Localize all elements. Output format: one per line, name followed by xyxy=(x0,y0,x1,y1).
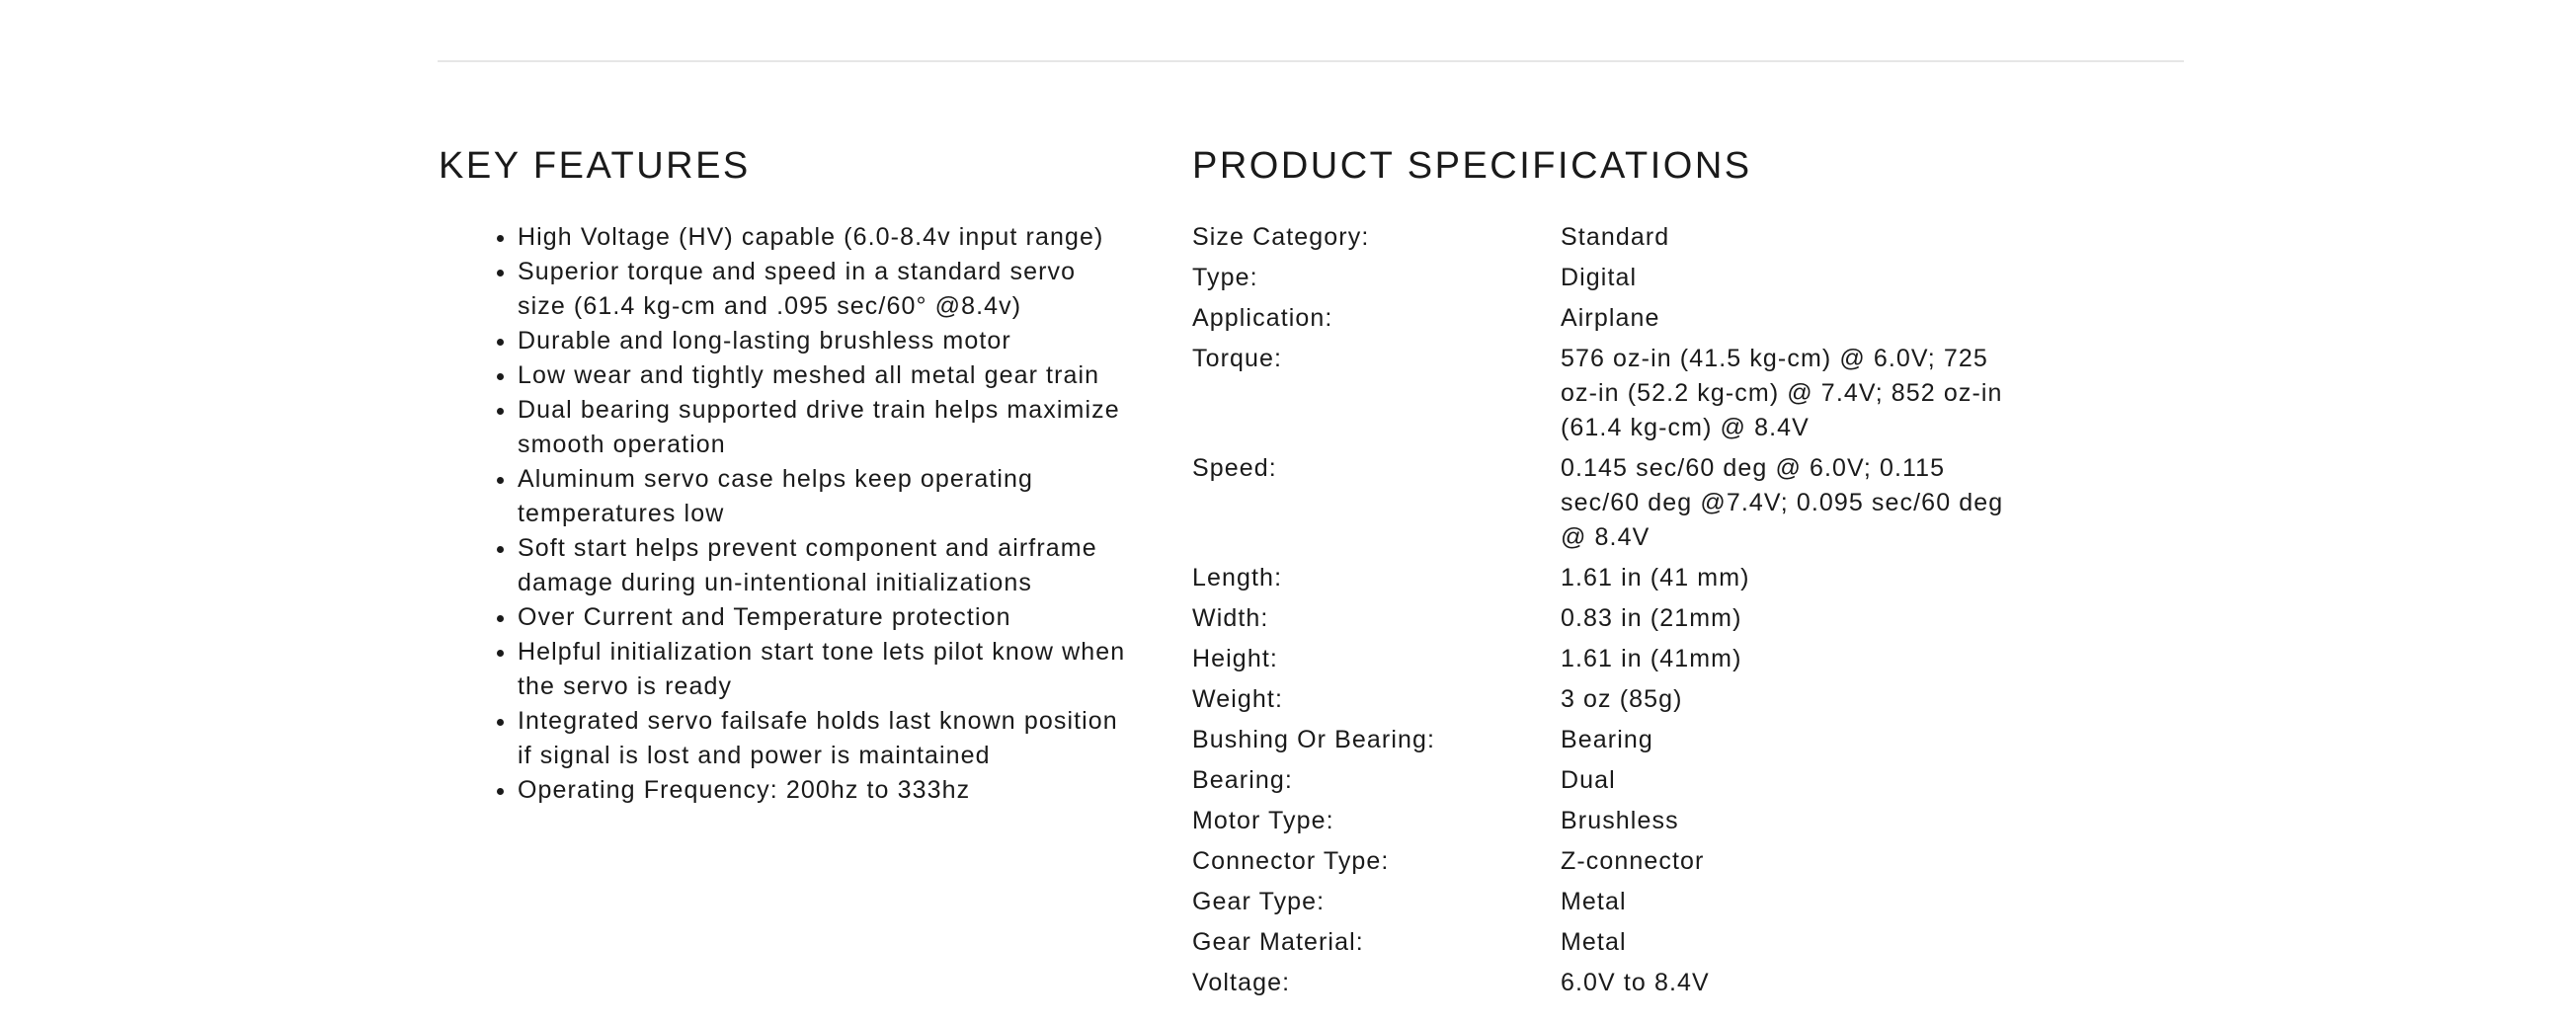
feature-item: • Over Current and Temperature protection xyxy=(518,600,1130,635)
spec-value: 1.61 in (41mm) xyxy=(1561,645,1742,672)
spec-label: Width: xyxy=(1192,604,1269,632)
spec-row xyxy=(1192,804,2081,838)
feature-list xyxy=(439,220,1130,808)
spec-label: Length: xyxy=(1192,564,1283,591)
feature-item: • Helpful initialization start tone lets pilot know when the servo is ready xyxy=(518,635,1130,704)
key-features-heading: KEY FEATURES xyxy=(439,145,751,187)
spec-label: Gear Material: xyxy=(1192,928,1364,956)
spec-value: Dual xyxy=(1561,766,1616,794)
spec-row xyxy=(1192,261,2081,295)
feature-item: • High Voltage (HV) capable (6.0-8.4v input range) xyxy=(518,220,1130,255)
feature-item: • Soft start helps prevent component and airframe damage during un-intentional initializations xyxy=(518,531,1130,600)
spec-row xyxy=(1192,642,2081,676)
spec-row xyxy=(1192,925,2081,960)
spec-row xyxy=(1192,301,2081,336)
spec-row xyxy=(1192,844,2081,879)
product-specifications-section xyxy=(1192,143,2081,1006)
spec-table xyxy=(1192,220,2081,1000)
feature-item: • Operating Frequency: 200hz to 333hz xyxy=(518,773,1130,808)
spec-row xyxy=(1192,220,2081,255)
spec-value: 6.0V to 8.4V xyxy=(1561,969,1710,996)
spec-value: 3 oz (85g) xyxy=(1561,685,1683,713)
spec-row xyxy=(1192,763,2081,798)
feature-item: • Durable and long-lasting brushless motor xyxy=(518,324,1130,358)
spec-label: Bearing: xyxy=(1192,766,1293,794)
spec-value: 576 oz-in (41.5 kg-cm) @ 6.0V; 725 oz-in (52.2 kg-cm) @ 7.4V; 852 oz-in (61.4 kg-cm) @ 8.4V xyxy=(1561,345,2003,441)
spec-label: Speed: xyxy=(1192,454,1277,482)
spec-label: Bushing Or Bearing: xyxy=(1192,726,1436,753)
spec-row xyxy=(1192,601,2081,636)
spec-value: Airplane xyxy=(1561,304,1660,332)
spec-row xyxy=(1192,342,2081,445)
spec-label: Weight: xyxy=(1192,685,1284,713)
feature-item: • Integrated servo failsafe holds last known position if signal is lost and power is maintained xyxy=(518,704,1130,773)
spec-value: Brushless xyxy=(1561,807,1679,834)
spec-label: Height: xyxy=(1192,645,1278,672)
spec-value: Digital xyxy=(1561,264,1638,291)
spec-label: Voltage: xyxy=(1192,969,1291,996)
section-divider xyxy=(438,60,2184,62)
spec-value: Metal xyxy=(1561,928,1627,956)
spec-value: 0.145 sec/60 deg @ 6.0V; 0.115 sec/60 deg @7.4V; 0.095 sec/60 deg @ 8.4V xyxy=(1561,454,2004,551)
spec-label: Type: xyxy=(1192,264,1258,291)
key-features-section xyxy=(439,143,1130,808)
product-specifications-heading: PRODUCT SPECIFICATIONS xyxy=(1192,145,1752,187)
spec-label: Gear Type: xyxy=(1192,888,1326,915)
feature-item: • Dual bearing supported drive train helps maximize smooth operation xyxy=(518,393,1130,462)
spec-value: 0.83 in (21mm) xyxy=(1561,604,1742,632)
spec-value: Standard xyxy=(1561,223,1670,251)
spec-label: Motor Type: xyxy=(1192,807,1334,834)
spec-value: Z-connector xyxy=(1561,847,1705,875)
feature-item: • Low wear and tightly meshed all metal gear train xyxy=(518,358,1130,393)
spec-label: Connector Type: xyxy=(1192,847,1390,875)
spec-value: 1.61 in (41 mm) xyxy=(1561,564,1750,591)
spec-label: Application: xyxy=(1192,304,1333,332)
spec-value: Metal xyxy=(1561,888,1627,915)
spec-label: Torque: xyxy=(1192,345,1283,372)
feature-item: • Superior torque and speed in a standard servo size (61.4 kg-cm and .095 sec/60° @8.4v) xyxy=(518,255,1130,324)
spec-row xyxy=(1192,723,2081,757)
spec-row xyxy=(1192,682,2081,717)
spec-row xyxy=(1192,561,2081,595)
spec-label: Size Category: xyxy=(1192,223,1370,251)
spec-value: Bearing xyxy=(1561,726,1653,753)
spec-row xyxy=(1192,885,2081,919)
spec-row xyxy=(1192,451,2081,555)
feature-item: • Aluminum servo case helps keep operating temperatures low xyxy=(518,462,1130,531)
spec-row xyxy=(1192,966,2081,1000)
